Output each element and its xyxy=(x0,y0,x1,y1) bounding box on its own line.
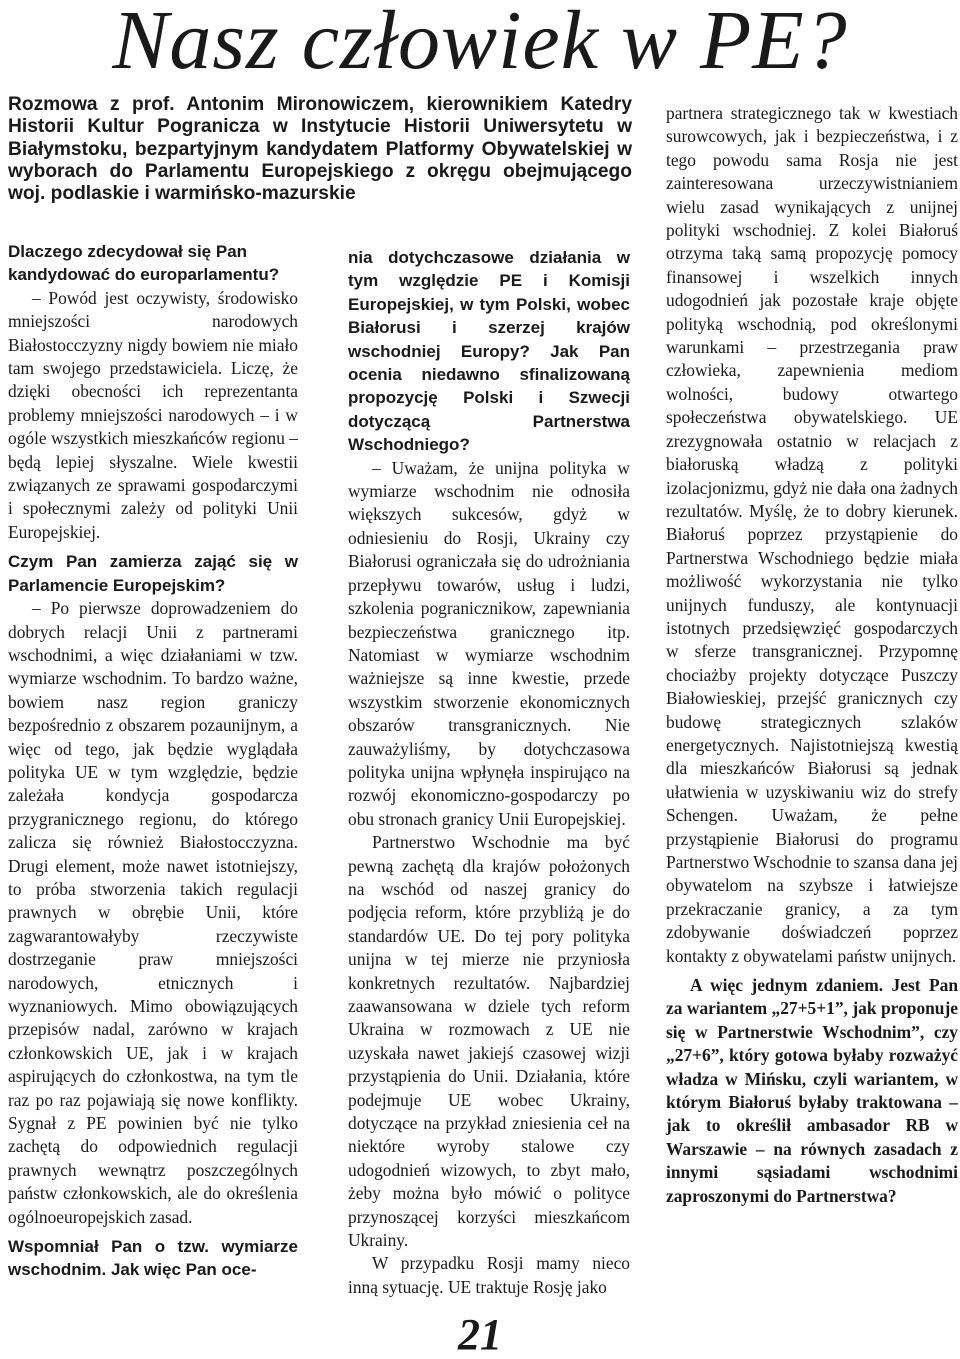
page-number: 21 xyxy=(458,1310,502,1359)
article-lead: Rozmowa z prof. Antonim Mironowiczem, kierownikiem Katedry Historii Kultur Pogranicza w Instytucie Historii Uniwersytetu w Białymstoku, bezpartyjnym kandydatem Platformy Obywatelskiej w wyborach do Parlamentu Europejskiego z okręgu obejmującego woj. podlaskie i warmińsko-mazurskie xyxy=(8,94,632,205)
question-3-continued: nia dotychczasowe działania w tym względzie PE i Komisji Europejskiej, w tym Polski, wobec Białorusi i szerzej krajów wschodniej Europy? Jak Pan ocenia niedawno sfinalizowaną propozycję Polski i Szwecji dotyczącą Partnerstwa Wschodniego? xyxy=(348,248,630,455)
paragraph-eastern-partnership: Partnerstwo Wschodnie ma być pewną zachętą dla krajów położonych na wschód od naszej granicy do podjęcia reform, które przybliżą je do standardów UE. Do tej pory polityka unijna w tej mierze nie przyniosła konkretnych rezultatów. Najbardziej zaawansowana w dziele tych reform Ukraina w rozmowach z UE nie uzyskała nawet jakiejś czasowej wizji przystąpienia do Unii. Działania, które podejmuje UE wobec Ukrainy, dotyczące na przykład zniesienia ceł na niektóre wyroby stalowe czy udogodnień wizowych, to zbyt mało, żeby można było mówić o polityce przynoszącej korzyści mieszkańcom Ukrainy. xyxy=(348,832,630,1251)
answer-3: – Uważam, że unijna polityka w wymiarze wschodnim nie odnosiła większych sukcesów, gdyż w odniesieniu do Rosji, Ukrainy czy Białorusi ograniczała się do udrożniania przepływu towarów, usług i ludzi, szkolenia pogranicznikow, zapewniania bezpieczeństwa granicznego itp. Natomiast w wymiarze wschodnim ważniejsze są inne kwestie, przede wszystkim stworzenie ekonomicznych obszarów transgranicznych. Nie zauważyliśmy, by dotychczasowa polityka unijna wpłynęła inspirująco na rozwój ekonomiczno-gospodarczy po obu stronach granicy Unii Europejskiej. xyxy=(348,457,630,829)
paragraph-belarus: partnera strategicznego tak w kwestiach surowcowych, jak i bezpieczeństwa, i z tego powodu sama Rosja nie jest zainteresowana urzeczywistnianiem wielu zasad wynikających z unijnej polityki wschodniej. Z kolei Białoruś otrzyma taką samą propozycję pomocy finansowej i wszelkich innych udogodnień jak pozostałe kraje objęte polityką wschodnią, pod określonymi warunkami – przestrzegania praw człowieka, zapewnienia mediom wolności, budowy otwartego społeczeństwa obywatelskiego. UE zrezygnowała ostatnio w relacjach z białoruską władzą z polityki izolacjonizmu, gdyż nie dała ona żadnych rezultatów. Myślę, że to dobry kierunek. Białoruś poprzez przystąpienie do Partnerstwa Wschodniego będzie miała możliwość wykorzystania nie tylko unijnych funduszy, ale kontynuacji istotnych przedsięwzięć gospodarczych w sferze transgranicznej. Przypomnę chociażby projekty dotyczące Puszczy Białowieskiej, przejść granicznych czy budowę strategicznych szlaków energetycznych. Najistotniejszą kwestią dla mieszkańców Białorusi są jednak ułatwienia w uzyskiwaniu wiz do strefy Schengen. Uważam, że pełne przystąpienie Białorusi do programu Partnerstwo Wschodnie to szansa dana jej obywatelom na szybsze i łatwiejsze przekraczanie granicy, a za tym zdobywanie doświadczeń poprzez kontakty z obywatelami państw unijnych. xyxy=(666,103,958,966)
column-3 xyxy=(666,102,958,1208)
question-2: Czym Pan zamierza zająć się w Parlamencie Europejskim? xyxy=(8,552,298,595)
column-2 xyxy=(348,246,630,1299)
answer-2: – Po pierwsze doprowadzeniem do dobrych relacji Unii z partnerami wschodnimi, a więc działaniami w tzw. wymiarze wschodnim. To bardzo ważne, bowiem nasz region graniczy bezpośrednio z obszarem pozaunijnym, a więc od tego, jak będzie wyglądała polityka UE w tym względzie, będzie zależała kondycja gospodarcza przygranicznego regionu, do którego zalicza się również Białostocczyzna. Drugi element, może nawet istotniejszy, to próba stworzenia takich regulacji prawnych w obrębie Unii, które zagwarantowałyby rzeczywiste dostrzeganie praw mniejszości narodowych, etnicznych i wyznaniowych. Mimo obowiązujących przepisów nadal, zarówno w krajach członkowskich UE, jak i w krajach aspirujących do członkostwa, na tym tle raz po raz pojawiają się nowe konflikty. Sygnał z PE powinien być nie tylko zachętą do odpowiednich regulacji prawnych wewnątrz poszczególnych państw członkowskich, ale do określenia ogólnoeuropejskich zasad. xyxy=(8,598,298,1227)
question-1: Dlaczego zdecydował się Pan kandydować do europarlamentu? xyxy=(8,242,280,285)
article-title: Nasz człowiek w PE? xyxy=(112,0,848,87)
paragraph-russia: W przypadku Rosji mamy nieco inną sytuację. UE traktuje Rosję jako xyxy=(348,1253,630,1297)
question-4: A więc jednym zdaniem. Jest Pan za wariantem „27+5+1”, jak proponuje się w Partnerstwie Wschodnim”, czy „27+6”, który gotowa byłaby rozważyć władza w Mińsku, czyli wariantem, w którym Białoruś byłaby traktowana – jak to określił ambasador RB w Warszawie – na równych zasadach z innymi sąsiadami wschodnimi zaproszonymi do Partnerstwa? xyxy=(666,975,958,1206)
column-1 xyxy=(8,240,298,1282)
question-3: Wspomniał Pan o tzw. wymiarze wschodnim. Jak więc Pan oce- xyxy=(8,1237,298,1280)
answer-1: – Powód jest oczywisty, środowisko mniejszości narodowych Białostocczyzny nigdy bowiem nie miało tam swojego przedstawiciela. Liczę, że dzięki obecności ich reprezentanta problemy mniejszości narodowych – i w ogóle wszystkich mieszkańców regionu – będą lepiej słyszalne. Wiele kwestii związanych ze sprawami gospodarczymi i społecznymi zależy od polityki Unii Europejskiej. xyxy=(8,287,298,542)
